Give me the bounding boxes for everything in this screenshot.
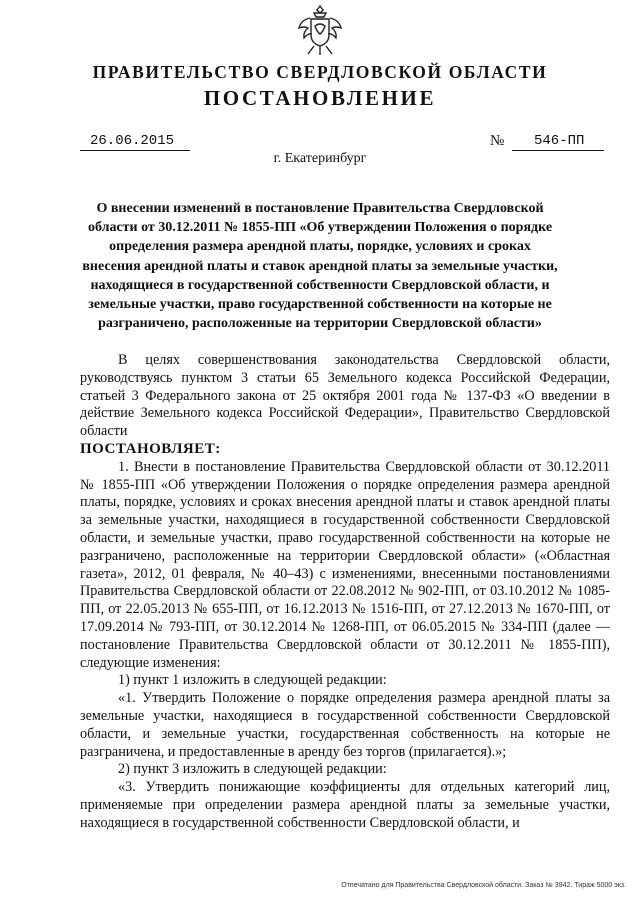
document-title: О внесении изменений в постановление Правительства Свердловской области от 30.12.2011 № 1855-ПП «Об утверждении Положения о порядке определения размера арендной платы, порядке, условиях и сроках внесения арендной платы и ставок арендной платы за земельные участки, находящиеся в государственной собственности Свердловской области, и земельные участки, право государственной собственности на которые не разграничено, расположенные на территории Свердловской области» [82,201,558,332]
document-type: ПОСТАНОВЛЕНИЕ [203,86,437,110]
print-footer: Отпечатано для Правительства Свердловской области. Заказ № 3942. Тираж 5000 экз. [341,882,626,889]
quote-1: «1. Утвердить Положение о порядке определения размера арендной платы за земельные участки, находящиеся в государственной собственности Свердловской области, и земельные участки, государственная собственность на которые не разграничена, и предоставленные в аренду без торгов (прилагается).»; [80,690,610,760]
document-number: 546-ПП [512,133,604,151]
preamble: В целях совершенствования законодательства Свердловской области, руководствуясь пунктом 3 статьи 65 Земельного кодекса Российской Федерации, статьей 3 Федерального закона от 25 октября 2001 года № 137-ФЗ «О введении в действие Земельного кодекса Российской Федерации», Правительство Свердловской области [80,352,610,440]
document-body [80,352,610,833]
document-date: 26.06.2015 [80,133,190,151]
resolves-heading: ПОСТАНОВЛЯЕТ: [80,440,221,457]
government-name: ПРАВИТЕЛЬСТВО СВЕРДЛОВСКОЙ ОБЛАСТИ [92,62,548,82]
item-1: 1. Внести в постановление Правительства Свердловской области от 30.12.2011 № 1855-ПП «Об утверждении Положения о порядке определения размера арендной платы, порядке, условиях и сроках внесения арендной платы и ставок арендной платы за земельные участки, находящиеся в государственной собственности Свердловской области, и земельные участки, право государственной собственности на которые не разграничено, расположенные на территории Свердловской области» («Областная газета», 2012, 01 февраля, № 40–43) с изменениями, внесенными постановлениями Правительства Свердловской области от 22.08.2012 № 902-ПП, от 03.10.2012 № 1085-ПП, от 22.05.2013 № 655-ПП, от 16.12.2013 № 1516-ПП, от 27.12.2013 № 1670-ПП, от 17.09.2014 № 793-ПП, от 30.12.2014 № 1268-ПП, от 06.05.2015 № 334-ПП (далее — постановление Правительства Свердловской области от 30.12.2011 № 1855-ПП), следующие изменения: [80,458,610,671]
city: г. Екатеринбург [273,151,367,166]
quote-2: «3. Утвердить понижающие коэффициенты для отдельных категорий лиц, применяемые при определении размера арендной платы за земельные участки, находящиеся в государственной собственности Свердловской области, и [80,779,610,831]
sub-item-1: 1) пункт 1 изложить в следующей редакции: [118,672,387,689]
sub-item-2: 2) пункт 3 изложить в следующей редакции: [118,761,387,778]
number-sign: № [490,133,505,149]
coat-of-arms-icon [297,4,343,56]
